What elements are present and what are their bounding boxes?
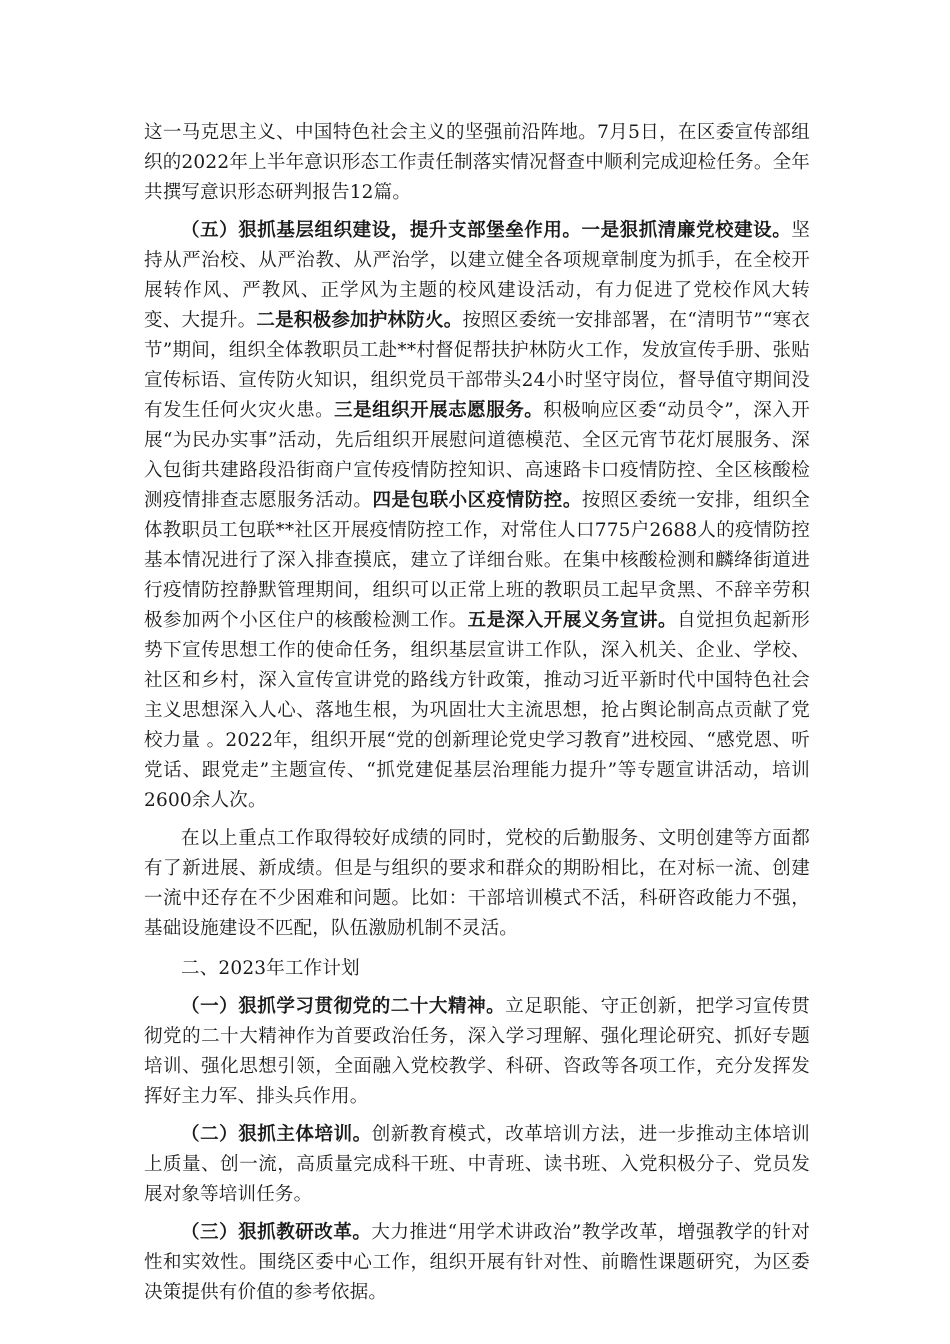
item-heading-5: 五是深入开展义务宣讲。 [467,610,678,631]
paragraph-plan-3 [144,1218,810,1308]
item-heading-4: 四是包联小区疫情防控。 [372,490,582,511]
plan-lead-1: （一）狠抓学习贯彻党的二十大精神。 [181,996,506,1017]
item-text-2: 按照区委统一安排部署，在“清明节”“寒衣节”期间，组织全体教职员工赴**村督促帮扶护林防火工作，发放宣传手册、张贴宣传标语、宣传防火知识，组织党员干部带头24小时坚守岗位，督导值守期间没有发生任何火灾火患。 [144,310,811,421]
item-text-1: 坚持从严治校、从严治教、从严治学，以建立健全各项规章制度为抓手，在全校开展转作风、严教风、正学风为主题的校风建设活动，有力促进了党校作风大转变、大提升。 [144,220,811,331]
section-heading-2023-plan: 二、2023年工作计划 [181,958,360,979]
plan-text-2: 创新教育模式，改革培训方法，进一步推动主体培训上质量、创一流，高质量完成科干班、中青班、读书班、入党积极分子、党员发展对象等培训任务。 [144,1124,810,1205]
item-heading-2: 二是积极参加护林防火。 [256,310,463,331]
paragraph-grassroots-organization [144,216,810,816]
plan-text-3: 大力推进“用学术讲政治”教学改革，增强教学的针对性和实效性。围绕区委中心工作，组织开展有针对性、前瞻性课题研究，为区委决策提供有价值的参考依据。 [144,1222,810,1303]
plan-text-1: 立足职能、守正创新，把学习宣传贯彻党的二十大精神作为首要政治任务，深入学习理解、强化理论研究、抓好专题培训、强化思想引领，全面融入党校教学、科研、咨政等各项工作，充分发挥发挥好主力军、排头兵作用。 [144,996,810,1107]
paragraph-summary-problems: 在以上重点工作取得较好成绩的同时，党校的后勤服务、文明创建等方面都有了新进展、新成绩。但是与组织的要求和群众的期盼相比，在对标一流、创建一流中还存在不少困难和问题。比如：干部培训模式不活，科研咨政能力不强，基础设施建设不匹配，队伍激励机制不灵活。 [144,828,810,939]
item-text-5: 自觉担负起新形势下宣传思想工作的使命任务，组织基层宣讲工作队，深入机关、企业、学校、社区和乡村，深入宣传宣讲党的路线方针政策，推动习近平新时代中国特色社会主义思想深入人心、落地生根，为巩固壮大主流思想，抢占舆论制高点贡献了党校力量 。2022年，组织开展“党的创新理论党史学习教育”进校园、“感党恩、听党话、跟党走”主题宣传、“抓党建促基层治理能力提升”等专题宣讲活动，培训2600余人次。 [144,610,811,811]
section-lead-5: （五）狠抓基层组织建设，提升支部堡垒作用。 [181,220,582,241]
plan-lead-2: （二）狠抓主体培训。 [181,1124,372,1145]
paragraph-plan-2 [144,1120,810,1210]
paragraph-ideology-work: 这一马克思主义、中国特色社会主义的坚强前沿阵地。7月5日，在区委宣传部组织的2022年上半年意识形态工作责任制落实情况督查中顺利完成迎检任务。全年共撰写意识形态研判报告12篇。 [144,122,810,203]
item-text-3: 积极响应区委“动员令”，深入开展“为民办实事”活动，先后组织开展慰问道德模范、全区元宵节花灯展服务、深入包街共建路段沿街商户宣传疫情防控知识、高速路卡口疫情防控、全区核酸检测疫情排查志愿服务活动。 [144,400,810,511]
item-heading-3: 三是组织开展志愿服务。 [334,400,544,421]
item-text-4: 按照区委统一安排，组织全体教职员工包联**社区开展疫情防控工作，对常住人口775户2688人的疫情防控基本情况进行了深入排查摸底，建立了详细台账。在集中核酸检测和麟绛街道进行疫情防控静默管理期间，组织可以正常上班的教职员工起早贪黑、不辞辛劳积极参加两个小区住户的核酸检测工作。 [144,490,811,631]
paragraph-plan-1 [144,992,810,1112]
item-heading-1: 一是狠抓清廉党校建设。 [581,220,792,241]
plan-lead-3: （三）狠抓教研改革。 [181,1222,372,1243]
document-page [144,118,810,1308]
